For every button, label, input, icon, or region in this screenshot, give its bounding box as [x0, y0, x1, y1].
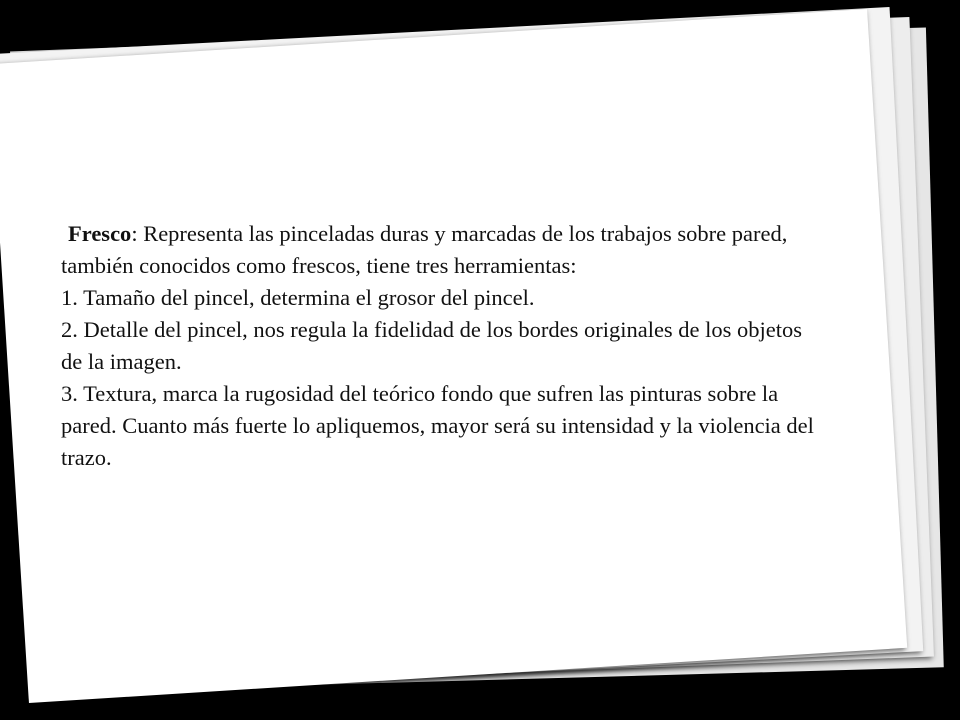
list-item: 2. Detalle del pincel, nos regula la fidelidad de los bordes originales de los objetos de la imagen.: [61, 317, 803, 374]
list-item: 1. Tamaño del pincel, determina el grosor del pincel.: [61, 285, 535, 310]
list-item: 3. Textura, marca la rugosidad del teórico fondo que sufren las pinturas sobre la pared. Cuanto más fuerte lo apliquemos, mayor será su intensidad y la violencia del trazo.: [61, 381, 814, 470]
intro-paragraph: [61, 218, 821, 282]
term-heading: Fresco: [68, 221, 132, 246]
intro-text: : Representa las pinceladas duras y marcadas de los trabajos sobre pared, también conocidos como frescos, tiene tres herramientas:: [61, 221, 788, 278]
body-text: [61, 218, 821, 474]
